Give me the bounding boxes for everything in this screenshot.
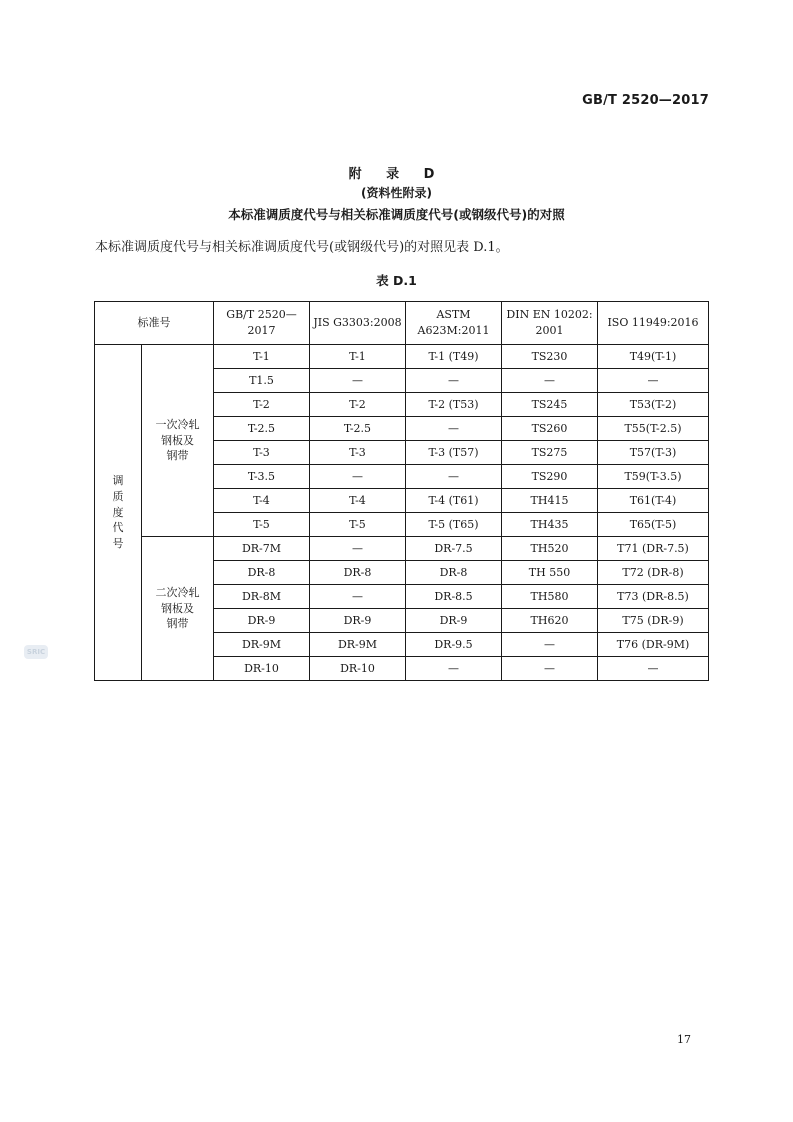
table-cell: T-1	[214, 345, 310, 369]
table-cell: T-4 (T61)	[406, 489, 502, 513]
table-cell: —	[310, 369, 406, 393]
table-cell: T72 (DR-8)	[598, 561, 709, 585]
header-column-4: DIN EN 10202: 2001	[502, 302, 598, 345]
table-cell: T-3 (T57)	[406, 441, 502, 465]
group-label-2: 二次冷轧 钢板及 钢带	[142, 537, 214, 681]
table-cell: DR-8.5	[406, 585, 502, 609]
table-cell: TH415	[502, 489, 598, 513]
table-cell: T-3	[310, 441, 406, 465]
table-cell: T-1 (T49)	[406, 345, 502, 369]
table-cell: TH520	[502, 537, 598, 561]
table-caption: 表 D.1	[376, 273, 417, 288]
table-cell: DR-8M	[214, 585, 310, 609]
table-cell: T-5 (T65)	[406, 513, 502, 537]
table-cell: DR-9.5	[406, 633, 502, 657]
table-cell: DR-8	[406, 561, 502, 585]
table-cell: T65(T-5)	[598, 513, 709, 537]
page-number: 17	[677, 1033, 691, 1046]
table-row	[95, 345, 709, 369]
row-category-label: 调 质 度 代 号	[95, 345, 142, 681]
table-cell: T71 (DR-7.5)	[598, 537, 709, 561]
table-cell: T59(T-3.5)	[598, 465, 709, 489]
table-cell: —	[310, 465, 406, 489]
table-cell: —	[502, 633, 598, 657]
table-cell: TH 550	[502, 561, 598, 585]
table-cell: TS260	[502, 417, 598, 441]
table-cell: T1.5	[214, 369, 310, 393]
intro-paragraph: 本标准调质度代号与相关标准调质度代号(或钢级代号)的对照见表 D.1。	[95, 240, 509, 255]
table-cell: TS245	[502, 393, 598, 417]
table-cell: T-4	[310, 489, 406, 513]
table-cell: DR-7.5	[406, 537, 502, 561]
table-cell: —	[406, 417, 502, 441]
table-cell: —	[310, 585, 406, 609]
table-cell: T61(T-4)	[598, 489, 709, 513]
table-cell: T-2	[310, 393, 406, 417]
table-cell: DR-8	[214, 561, 310, 585]
table-cell: TH435	[502, 513, 598, 537]
table-cell: T-2.5	[214, 417, 310, 441]
table-cell: DR-8	[310, 561, 406, 585]
header-column-5: ISO 11949:2016	[598, 302, 709, 345]
header-column-3: ASTM A623M:2011	[406, 302, 502, 345]
table-cell: —	[598, 657, 709, 681]
table-cell: T-2.5	[310, 417, 406, 441]
table-cell: T-5	[310, 513, 406, 537]
table-cell: —	[406, 465, 502, 489]
table-cell: T-2	[214, 393, 310, 417]
table-cell: T-4	[214, 489, 310, 513]
table-cell: —	[502, 369, 598, 393]
table-cell: T-3.5	[214, 465, 310, 489]
table-cell: T73 (DR-8.5)	[598, 585, 709, 609]
header-column-2: JIS G3303:2008	[310, 302, 406, 345]
table-cell: T75 (DR-9)	[598, 609, 709, 633]
comparison-table	[94, 301, 709, 681]
table-cell: DR-9	[310, 609, 406, 633]
appendix-heading: 本标准调质度代号与相关标准调质度代号(或钢级代号)的对照	[228, 207, 565, 222]
table-cell: T49(T-1)	[598, 345, 709, 369]
table-cell: T53(T-2)	[598, 393, 709, 417]
table-cell: DR-7M	[214, 537, 310, 561]
table-cell: DR-9	[214, 609, 310, 633]
table-cell: T-5	[214, 513, 310, 537]
table-cell: —	[406, 369, 502, 393]
watermark-logo: SRIC	[24, 645, 48, 659]
appendix-title: 附 录 D	[348, 167, 445, 182]
table-cell: DR-10	[214, 657, 310, 681]
table-cell: TH580	[502, 585, 598, 609]
table-cell: T76 (DR-9M)	[598, 633, 709, 657]
table-cell: T-3	[214, 441, 310, 465]
table-cell: DR-10	[310, 657, 406, 681]
table-cell: —	[598, 369, 709, 393]
header-standard-label: 标准号	[95, 302, 214, 345]
header-column-1: GB/T 2520— 2017	[214, 302, 310, 345]
table-cell: —	[310, 537, 406, 561]
table-cell: —	[502, 657, 598, 681]
table-row	[95, 537, 709, 561]
table-cell: T-1	[310, 345, 406, 369]
appendix-note: (资料性附录)	[361, 186, 432, 200]
table-cell: —	[406, 657, 502, 681]
table-cell: TH620	[502, 609, 598, 633]
table-cell: T57(T-3)	[598, 441, 709, 465]
table-cell: DR-9M	[310, 633, 406, 657]
table-cell: TS290	[502, 465, 598, 489]
table-header	[95, 302, 709, 345]
table-cell: T-2 (T53)	[406, 393, 502, 417]
group-label-1: 一次冷轧 钢板及 钢带	[142, 345, 214, 537]
standard-code: GB/T 2520—2017	[582, 93, 709, 108]
table-cell: TS230	[502, 345, 598, 369]
table-cell: T55(T-2.5)	[598, 417, 709, 441]
table-cell: DR-9	[406, 609, 502, 633]
table-cell: TS275	[502, 441, 598, 465]
table-body	[95, 345, 709, 681]
table-cell: DR-9M	[214, 633, 310, 657]
